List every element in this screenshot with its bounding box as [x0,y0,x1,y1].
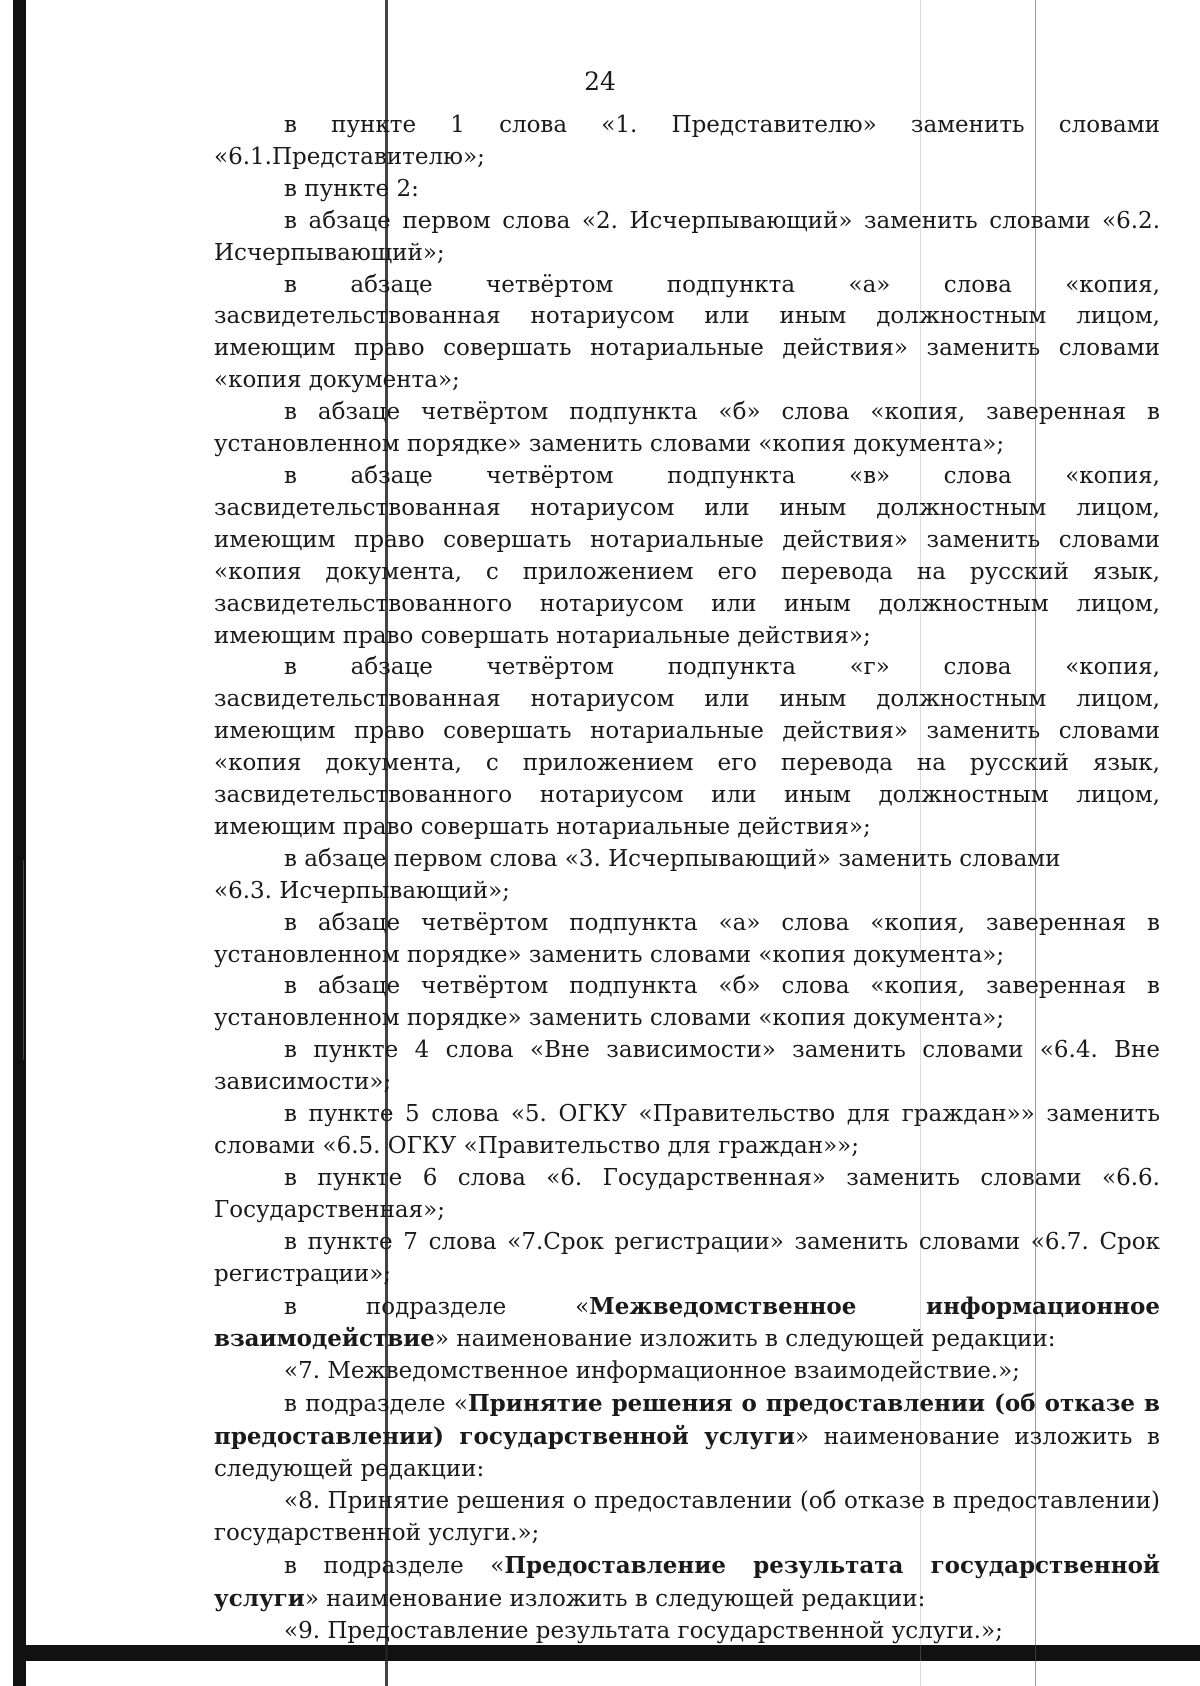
paragraph-with-bold [214,1291,1160,1357]
paragraph: в абзаце первом слова «3. Исчерпывающий» заменить словами [284,845,1061,872]
paragraph-text: » наименование изложить в следующей редакции: [434,1326,1056,1353]
paragraph: в пункте 2: [284,175,419,202]
paragraph-text: » наименование изложить в следующей редакции: [304,1585,926,1612]
paragraph: «9. Предоставление результата государственной услуги.»; [284,1617,1003,1644]
paragraph: в абзаце первом слова «2. Исчерпывающий» заменить словами «6.2. Исчерпывающий»; [214,207,1160,266]
paragraph-with-bold [214,1550,1160,1616]
paragraph: в абзаце четвёртом подпункта «г» слова «копия, засвидетельствованная нотариусом или иным должностным лицом, имеющим право совершать нотариальные действия» заменить словами «копия документа, с приложением его перевода на русский язык, засвидетельствованного нотариусом или иным должностным лицом, имеющим право совершать нотариальные действия»; [214,654,1160,840]
paragraph: в абзаце четвёртом подпункта «б» слова «копия, заверенная в установленном порядке» заменить словами «копия документа»; [214,973,1160,1032]
subsection-title: Межведомственное информационное взаимодействие [214,1292,1160,1353]
paragraph: в пункте 7 слова «7.Срок регистрации» заменить словами «6.7. Срок регистрации»; [214,1228,1160,1287]
paragraph: в абзаце четвёртом подпункта «б» слова «копия, заверенная в установленном порядке» заменить словами «копия документа»; [214,399,1160,458]
paragraph-text: » наименование изложить в следующей редакции: [214,1424,1160,1483]
paragraph-with-bold [214,1388,1160,1486]
paragraph: в абзаце четвёртом подпункта «в» слова «копия, засвидетельствованная нотариусом или иным должностным лицом, имеющим право совершать нотариальные действия» заменить словами «копия документа, с приложением его перевода на русский язык, засвидетельствованного нотариусом или иным должностным лицом, имеющим право совершать нотариальные действия»; [214,462,1160,649]
paragraph: «8. Принятие решения о предоставлении (об отказе в предоставлении) государственной услуги.»; [214,1487,1160,1546]
scan-border-left [13,0,26,1686]
paragraph-text: в подразделе « [284,1293,590,1320]
subsection-title: Принятие решения о предоставлении (об отказе в предоставлении) государственной услуги [214,1390,1160,1451]
document-body [214,110,1160,1648]
paragraph: в пункте 1 слова «1. Представителю» заменить словами «6.1.Представителю»; [214,112,1160,170]
paragraph: в пункте 4 слова «Вне зависимости» заменить словами «6.4. Вне зависимости»; [214,1037,1160,1096]
paragraph: в пункте 5 слова «5. ОГКУ «Правительство для граждан»» заменить словами «6.5. ОГКУ «Правительство для граждан»»; [214,1101,1160,1159]
paragraph: «6.3. Исчерпывающий»; [214,877,510,904]
paragraph: в абзаце четвёртом подпункта «а» слова «копия, засвидетельствованная нотариусом или иным должностным лицом, имеющим право совершать нотариальные действия» заменить словами «копия документа»; [214,271,1160,394]
paragraph-text: в подразделе « [284,1552,505,1579]
page-number: 24 [584,67,616,96]
paragraph: «7. Межведомственное информационное взаимодействие.»; [284,1358,1020,1385]
paragraph-text: в подразделе « [284,1391,468,1418]
scan-fold-line [23,860,24,1060]
paragraph: в пункте 6 слова «6. Государственная» заменить словами «6.6. Государственная»; [214,1164,1160,1223]
paragraph: в абзаце четвёртом подпункта «а» слова «копия, заверенная в установленном порядке» заменить словами «копия документа»; [214,909,1160,968]
subsection-title: Предоставление результата государственной услуги [214,1551,1160,1612]
